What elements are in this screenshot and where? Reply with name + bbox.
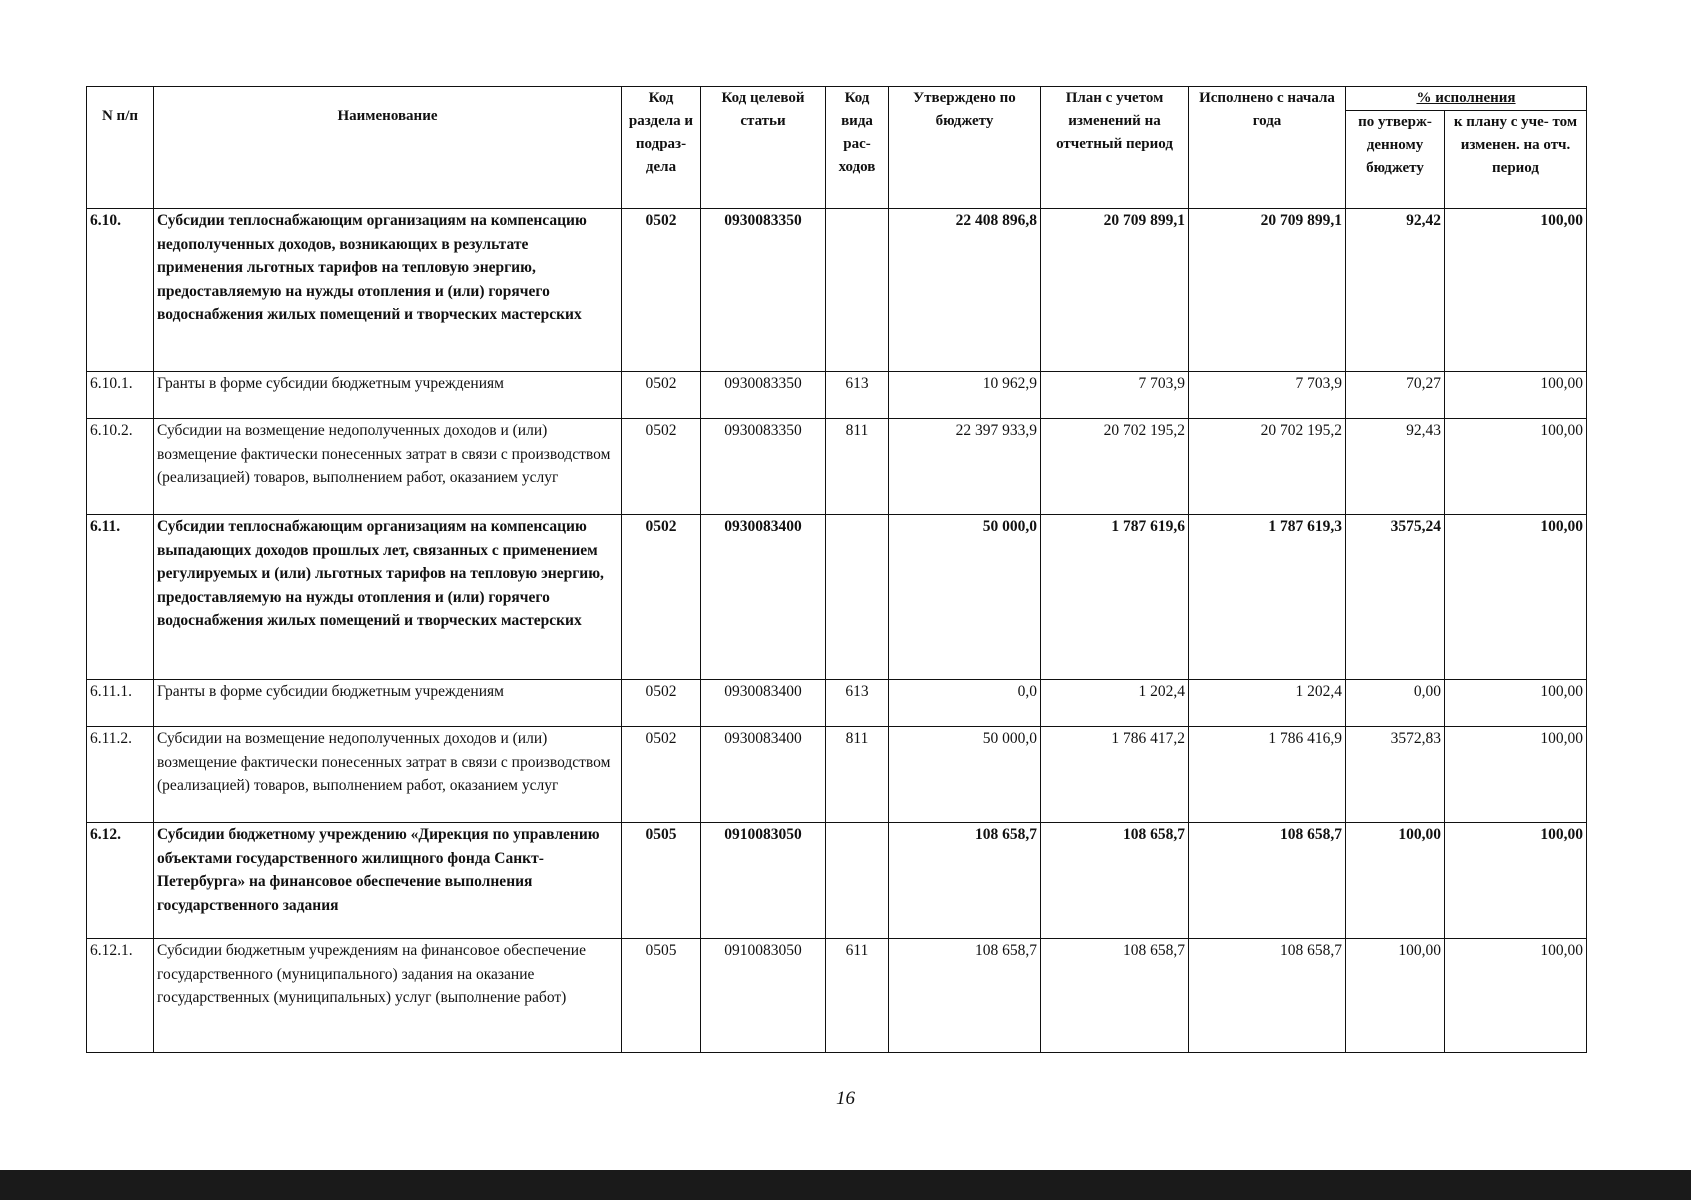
row-plan: 1 202,4 — [1041, 680, 1189, 727]
row-target-code: 0910083050 — [701, 939, 826, 1053]
row-approved: 108 658,7 — [889, 823, 1041, 939]
row-expense-type-code — [826, 209, 889, 372]
row-plan: 1 786 417,2 — [1041, 727, 1189, 823]
row-section-code: 0502 — [622, 209, 701, 372]
row-number: 6.10.2. — [87, 419, 154, 515]
row-number: 6.12. — [87, 823, 154, 939]
header-section-code: Код раздела и подраз- дела — [622, 87, 701, 209]
row-section-code: 0502 — [622, 515, 701, 680]
row-percent-plan: 100,00 — [1445, 939, 1587, 1053]
row-executed: 1 786 416,9 — [1189, 727, 1346, 823]
row-section-code: 0502 — [622, 680, 701, 727]
header-plan: План с учетом изменений на отчетный период — [1041, 87, 1189, 209]
row-percent-approved: 3572,83 — [1346, 727, 1445, 823]
header-target-code: Код целевой статьи — [701, 87, 826, 209]
row-expense-type-code: 811 — [826, 727, 889, 823]
row-plan: 20 702 195,2 — [1041, 419, 1189, 515]
row-plan: 20 709 899,1 — [1041, 209, 1189, 372]
table-row — [87, 515, 1587, 680]
row-plan: 1 787 619,6 — [1041, 515, 1189, 680]
row-plan: 7 703,9 — [1041, 372, 1189, 419]
row-approved: 50 000,0 — [889, 727, 1041, 823]
header-number: N п/п — [87, 87, 154, 209]
row-name: Субсидии теплоснабжающим организациям на компенсацию выпадающих доходов прошлых лет, связанных с применением регулируемых и (или) льготных тарифов на тепловую энергию, предоставляемую на нужды отопления и (или) горячего водоснабжения жилых помещений и творческих мастерских — [154, 515, 622, 680]
row-target-code: 0930083350 — [701, 372, 826, 419]
row-percent-approved: 92,43 — [1346, 419, 1445, 515]
row-expense-type-code — [826, 823, 889, 939]
row-percent-plan: 100,00 — [1445, 680, 1587, 727]
table-body — [87, 209, 1587, 1053]
table-header — [87, 87, 1587, 209]
table-row — [87, 372, 1587, 419]
row-plan: 108 658,7 — [1041, 939, 1189, 1053]
row-percent-plan: 100,00 — [1445, 727, 1587, 823]
row-approved: 0,0 — [889, 680, 1041, 727]
header-approved: Утверждено по бюджету — [889, 87, 1041, 209]
row-approved: 108 658,7 — [889, 939, 1041, 1053]
row-executed: 1 787 619,3 — [1189, 515, 1346, 680]
row-expense-type-code: 613 — [826, 372, 889, 419]
budget-execution-table — [86, 86, 1587, 1053]
table-row — [87, 939, 1587, 1053]
table-row — [87, 727, 1587, 823]
row-number: 6.11. — [87, 515, 154, 680]
table-row — [87, 209, 1587, 372]
row-expense-type-code: 611 — [826, 939, 889, 1053]
header-percent-approved: по утверж- денному бюджету — [1346, 111, 1445, 209]
row-target-code: 0930083400 — [701, 727, 826, 823]
row-name: Гранты в форме субсидии бюджетным учреждениям — [154, 680, 622, 727]
row-number: 6.12.1. — [87, 939, 154, 1053]
table-row — [87, 419, 1587, 515]
table-row — [87, 823, 1587, 939]
row-executed: 20 702 195,2 — [1189, 419, 1346, 515]
row-executed: 7 703,9 — [1189, 372, 1346, 419]
row-executed: 1 202,4 — [1189, 680, 1346, 727]
row-executed: 108 658,7 — [1189, 823, 1346, 939]
row-executed: 20 709 899,1 — [1189, 209, 1346, 372]
row-approved: 22 397 933,9 — [889, 419, 1041, 515]
row-expense-type-code: 811 — [826, 419, 889, 515]
row-name: Субсидии на возмещение недополученных доходов и (или) возмещение фактически понесенных затрат в связи с производством (реализацией) товаров, выполнением работ, оказанием услуг — [154, 727, 622, 823]
row-expense-type-code — [826, 515, 889, 680]
row-name: Субсидии бюджетному учреждению «Дирекция по управлению объектами государственного жилищного фонда Санкт-Петербурга» на финансовое обеспечение выполнения государственного задания — [154, 823, 622, 939]
row-section-code: 0505 — [622, 939, 701, 1053]
row-target-code: 0930083400 — [701, 680, 826, 727]
row-percent-approved: 100,00 — [1346, 939, 1445, 1053]
row-percent-approved: 3575,24 — [1346, 515, 1445, 680]
row-section-code: 0505 — [622, 823, 701, 939]
page-number: 16 — [836, 1088, 855, 1109]
row-percent-plan: 100,00 — [1445, 209, 1587, 372]
header-expense-type-code: Код вида рас- ходов — [826, 87, 889, 209]
row-section-code: 0502 — [622, 372, 701, 419]
row-number: 6.11.1. — [87, 680, 154, 727]
row-target-code: 0930083350 — [701, 419, 826, 515]
row-percent-approved: 92,42 — [1346, 209, 1445, 372]
row-expense-type-code: 613 — [826, 680, 889, 727]
row-percent-plan: 100,00 — [1445, 515, 1587, 680]
row-percent-approved: 0,00 — [1346, 680, 1445, 727]
row-approved: 50 000,0 — [889, 515, 1041, 680]
header-percent-group: % исполнения — [1346, 87, 1587, 111]
row-target-code: 0910083050 — [701, 823, 826, 939]
table-row — [87, 680, 1587, 727]
row-target-code: 0930083350 — [701, 209, 826, 372]
row-name: Субсидии бюджетным учреждениям на финансовое обеспечение государственного (муниципального) задания на оказание государственных (муниципальных) услуг (выполнение работ) — [154, 939, 622, 1053]
row-section-code: 0502 — [622, 727, 701, 823]
row-percent-approved: 100,00 — [1346, 823, 1445, 939]
scan-edge-band — [0, 1170, 1691, 1200]
row-number: 6.10.1. — [87, 372, 154, 419]
header-executed: Исполнено с начала года — [1189, 87, 1346, 209]
row-name: Субсидии на возмещение недополученных доходов и (или) возмещение фактически понесенных затрат в связи с производством (реализацией) товаров, выполнением работ, оказанием услуг — [154, 419, 622, 515]
row-percent-plan: 100,00 — [1445, 823, 1587, 939]
row-executed: 108 658,7 — [1189, 939, 1346, 1053]
row-approved: 10 962,9 — [889, 372, 1041, 419]
row-name: Гранты в форме субсидии бюджетным учреждениям — [154, 372, 622, 419]
row-number: 6.11.2. — [87, 727, 154, 823]
header-name: Наименование — [154, 87, 622, 209]
row-percent-plan: 100,00 — [1445, 419, 1587, 515]
row-plan: 108 658,7 — [1041, 823, 1189, 939]
row-percent-plan: 100,00 — [1445, 372, 1587, 419]
row-percent-approved: 70,27 — [1346, 372, 1445, 419]
header-percent-plan: к плану с уче- том изменен. на отч. период — [1445, 111, 1587, 209]
row-name: Субсидии теплоснабжающим организациям на компенсацию недополученных доходов, возникающих в результате применения льготных тарифов на тепловую энергию, предоставляемую на нужды отопления и (или) горячего водоснабжения жилых помещений и творческих мастерских — [154, 209, 622, 372]
row-section-code: 0502 — [622, 419, 701, 515]
row-target-code: 0930083400 — [701, 515, 826, 680]
row-approved: 22 408 896,8 — [889, 209, 1041, 372]
row-number: 6.10. — [87, 209, 154, 372]
